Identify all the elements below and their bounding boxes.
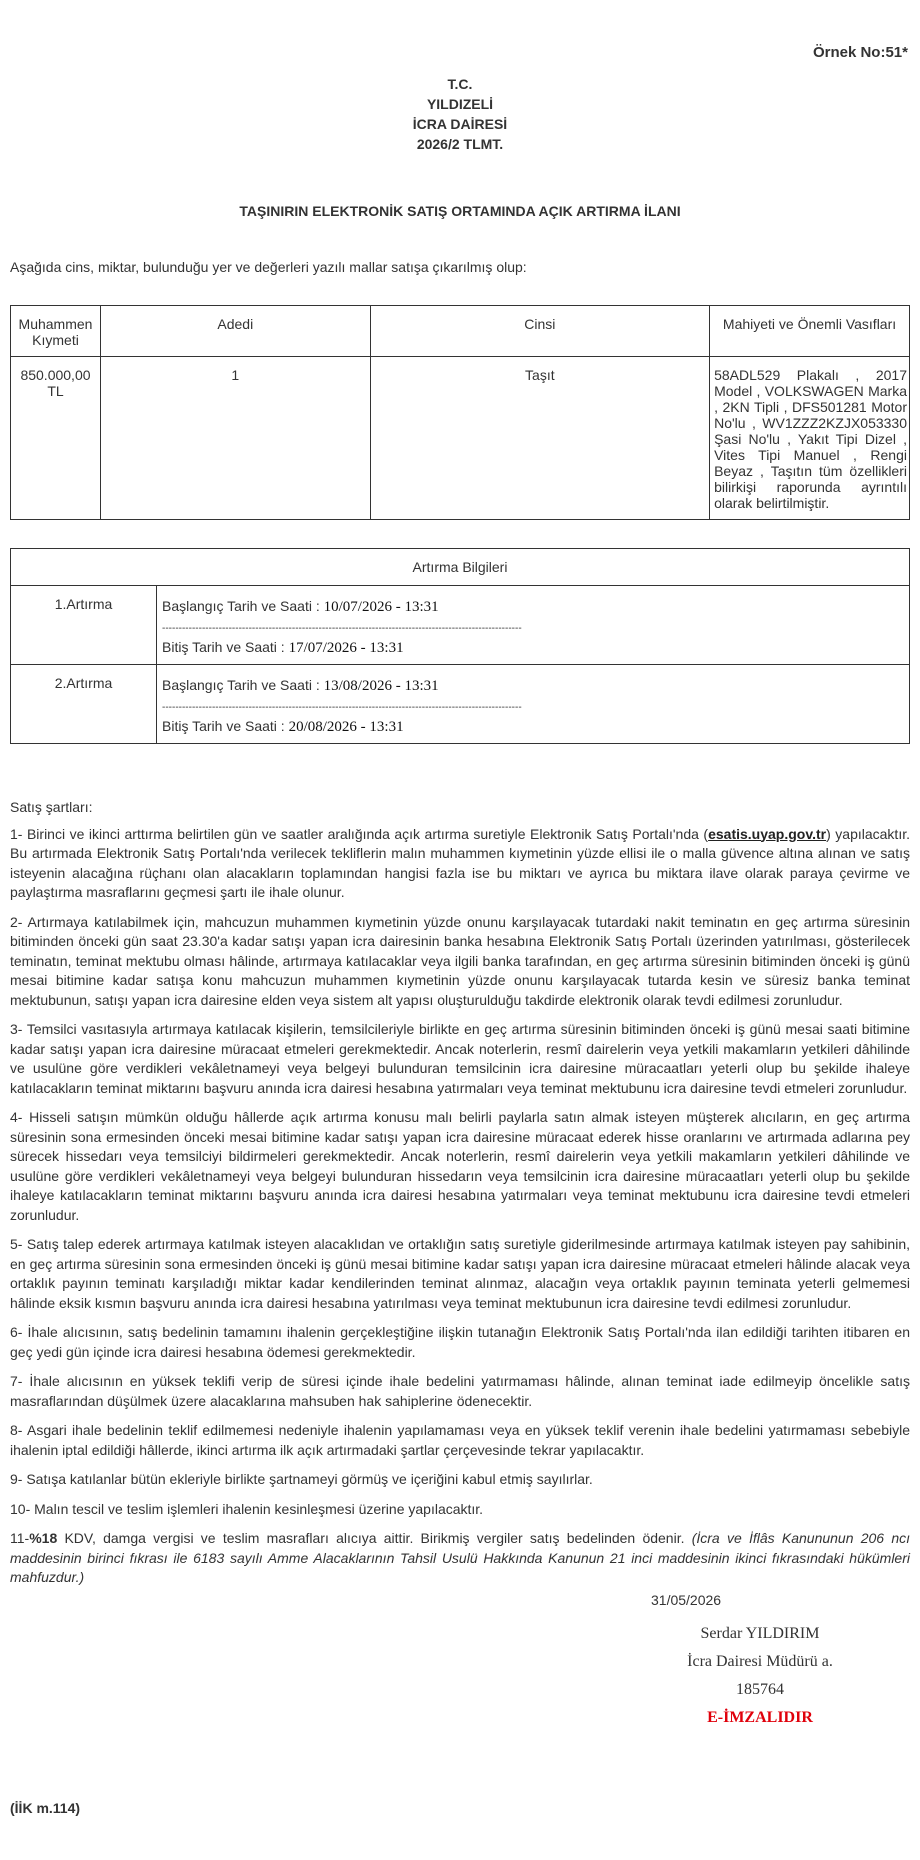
auction-info-table [10, 548, 910, 744]
round-label: 1.Artırma [11, 586, 157, 665]
end-label: Bitiş Tarih ve Saati : [162, 639, 289, 655]
separator: ------------------------------------------------------------------------------------------------------------ [162, 702, 522, 713]
term-10: 10- Malın tescil ve teslim işlemleri ihalenin kesinleşmesi üzerine yapılacaktır. [10, 1500, 484, 1517]
type-cell: Taşıt [370, 357, 709, 520]
term-11 [10, 1529, 910, 1588]
heading-line: T.C. [447, 76, 473, 92]
column-header: Muhammen Kıymeti [11, 306, 101, 357]
column-header: Cinsi [370, 306, 709, 357]
signer-number: 185764 [736, 1681, 784, 1698]
term-text: 11- [10, 1530, 30, 1546]
round-dates [157, 665, 910, 744]
auction-round-row [11, 665, 910, 744]
signer-name: Serdar YILDIRIM [700, 1625, 820, 1642]
signature-block [670, 1620, 850, 1732]
term-7: 7- İhale alıcısının en yüksek teklifi verip de süresi içinde ihale bedelini yatırmaması hâlinde, alınan teminat iade edilmeyip öncelikle satış masraflarından düşülmek üzere alacaklarına mahsuben hak sahiplerine ödenecektir. [10, 1373, 910, 1409]
law-reference-footer: (İİK m.114) [10, 1800, 81, 1816]
start-label: Başlangıç Tarih ve Saati : [162, 598, 324, 614]
heading-line: İCRA DAİRESİ [412, 116, 508, 132]
term-text: 1- Birinci ve ikinci arttırma belirtilen gün ve saatler aralığında açık artırma suretiyle Elektronik Satış Portalı'nda ( [10, 825, 709, 842]
goods-header-row [11, 306, 910, 357]
separator: ------------------------------------------------------------------------------------------------------------ [162, 623, 522, 634]
intro-text: Aşağıda cins, miktar, bulunduğu yer ve değerleri yazılı mallar satışa çıkarılmış olup: [10, 259, 527, 275]
start-datetime: 13/08/2026 - 13:31 [323, 678, 439, 694]
auction-round-row [11, 586, 910, 665]
term-1 [10, 825, 910, 903]
round-dates [157, 586, 910, 665]
start-label: Başlangıç Tarih ve Saati : [162, 677, 324, 693]
round-label: 2.Artırma [11, 665, 157, 744]
end-label: Bitiş Tarih ve Saati : [162, 718, 289, 734]
column-header: Mahiyeti ve Önemli Vasıfları [710, 306, 910, 357]
term-text: KDV, damga vergisi ve teslim masrafları alıcıya aittir. Birikmiş vergiler satış bedelinden ödenir. [57, 1530, 692, 1546]
esatis-link[interactable]: esatis.uyap.gov.tr [708, 825, 827, 842]
document-heading [0, 74, 920, 154]
document-date: 31/05/2026 [651, 1592, 722, 1608]
auction-info-header: Artırma Bilgileri [11, 549, 910, 586]
document-title: TAŞINIRIN ELEKTRONİK SATIŞ ORTAMINDA AÇIK ARTIRMA İLANI [239, 203, 681, 219]
sale-terms [10, 798, 910, 1598]
goods-table [10, 305, 910, 520]
legal-reference: (İcra ve İflâs Kanununun 206 ncı maddesinin birinci fıkrası ile 6183 sayılı Amme Alacaklarının Tahsil Usulü Hakkında Kanunun 21 inci maddesinin ikinci fıkrasındaki hükümleri mahfuzdur.) [10, 1530, 910, 1585]
signer-role: İcra Dairesi Müdürü a. [687, 1653, 833, 1670]
quantity-cell: 1 [100, 357, 370, 520]
end-datetime: 20/08/2026 - 13:31 [288, 719, 404, 735]
term-6: 6- İhale alıcısının, satış bedelinin tamamını ihalenin gerçekleştiğine ilişkin tutanağın Elektronik Satış Portalı'nda ilan edildiği tarihten itibaren en geç yedi gün içinde icra dairesi hesabına ödemesi gerekmektedir. [10, 1324, 910, 1360]
heading-line: YILDIZELİ [426, 96, 494, 112]
sample-number: Örnek No:51* [812, 44, 908, 61]
term-9: 9- Satışa katılanlar bütün ekleriyle birlikte şartnameyi görmüş ve içeriğini kabul etmiş sayılırlar. [10, 1471, 593, 1487]
column-header: Adedi [100, 306, 370, 357]
description-cell: 58ADL529 Plakalı , 2017 Model , VOLKSWAGEN Marka , 2KN Tipli , DFS501281 Motor No'lu , WV1ZZZ2KZJX053330 Şasi No'lu , Yakıt Tipi Dizel , Vites Tipi Manuel , Rengi Beyaz , Taşıtın tüm özellikleri bilirkişi raporunda ayrıntılı olarak belirtilmiştir. [710, 357, 910, 520]
terms-heading: Satış şartları: [10, 799, 93, 815]
term-4: 4- Hisseli satışın mümkün olduğu hâllerde açık artırma konusu malı belirli paylarla satın almak isteyen müşterek alıcıların, en geç artırma süresinin sona ermesinden önceki mesai bitimine kadar satışı yapan icra dairesine müracaat ederek hisse oranlarını ve artırmada adlarına pey sürecek hissedarı veya temsilciyi bildirmeleri gerekmektedir. Ancak noterlerin, resmî dairelerin veya yetkili makamların yetkileri dâhilinde ve usulüne göre verdikleri vekâletnameyi veya belgeyi bulunduran hissedarın veya temsilcinin icra dairesine müracaatları yeterli olup bu şekilde ihaleye katılacakların teminat miktarını başvuru anında icra dairesi hesabına yatırmaları veya teminat mektubunu icra dairesine tevdi etmeleri zorunludur. [10, 1109, 910, 1223]
start-datetime: 10/07/2026 - 13:31 [323, 599, 439, 615]
end-datetime: 17/07/2026 - 13:31 [288, 640, 404, 656]
term-text: ) yapılacaktır. Bu artırmada Elektronik Satış Portalı'nda verilecek tekliflerin malın muhammen kıymetinin yüzde ellisi ile o malla güvence altına alınan ve satış isteyenin alacağına rüçhanı olan alacakların toplamından hangisi fazla ise bu miktarı ve ayrıca bu miktara ilave olarak paraya çevirme ve paylaştırma masraflarını geçmesi şartı ile ihale olunur. [10, 825, 910, 900]
term-8: 8- Asgari ihale bedelinin teklif edilmemesi nedeniyle ihalenin yapılamaması veya en yüksek teklif verenin ihale bedelini yatırmaması sebebiyle ihalenin iptal edildiği hâllerde, ikinci artırma ilk açık artırmadaki şartlar çerçevesinde tekrar yapılacaktır. [10, 1422, 910, 1458]
term-2: 2- Artırmaya katılabilmek için, mahcuzun muhammen kıymetinin yüzde onunu karşılayacak tutardaki nakit teminatın en geç artırma süresinin bitiminden önceki gün saat 23.30'a kadar satışı yapan icra dairesinin banka hesabına Elektronik Satış Portalı üzerinden yatırılması, gösterilecek teminatın, teminat mektubu olması hâlinde, artırmaya katılacaklar veya ilgili banka tarafından, en geç artırma süresinin bitiminden önceki iş günü mesai bitimine kadar satışa konu mahcuzun muhammen kıymetinin yüzde onunu karşılayacak tutarda kesin ve süresiz banka teminat mektubunun, satışı yapan icra dairesine elden veya sistem alt yapısı oluşturulduğu takdirde elektronik olarak tevdi edilmesi zorunludur. [10, 913, 910, 1008]
term-3: 3- Temsilci vasıtasıyla artırmaya katılacak kişilerin, temsilcileriyle birlikte en geç artırma süresinin bitiminden önceki iş günü mesai saati bitimine kadar satışı yapan icra dairesine müracaat etmeleri gerekmektedir. Ancak noterlerin, resmî dairelerin veya yetkili makamların yetkileri dâhilinde ve usulüne göre verdikleri vekâletnameyi veya belgeyi bulunduran temsilcinin icra dairesine müracaatları yeterli olup bu şekilde ihaleye katılacakların teminat miktarını başvuru anında icra dairesi hesabına yatırmaları veya teminat mektubunu icra dairesine tevdi etmeleri zorunludur. [10, 1021, 910, 1096]
table-row [11, 357, 910, 520]
vat-rate: %18 [29, 1530, 58, 1546]
term-5: 5- Satış talep ederek artırmaya katılmak isteyen alacaklıdan ve ortaklığın satış suretiyle giderilmesinde artırmaya katılmak isteyen pay sahibinin, en geç artırma süresinin sona ermesinden önceki iş günü mesai bitimine kadar satışı yapan icra dairesine müracaat etmeleri hâlinde alacak veya ortaklık payının teminatı karşıladığı miktar kadar kendilerinden teminat alınmaz, alacağın veya ortaklık payının teminata yeterli gelmemesi hâlinde eksik kısmın başvuru anında icra dairesi hesabına yatırılması veya teminat mektubunun icra dairesine tevdi edilmesi zorunludur. [10, 1236, 910, 1311]
e-signature-badge: E-İMZALIDIR [707, 1709, 813, 1726]
appraised-value-cell: 850.000,00 TL [11, 357, 101, 520]
heading-line: 2026/2 TLMT. [416, 136, 504, 152]
